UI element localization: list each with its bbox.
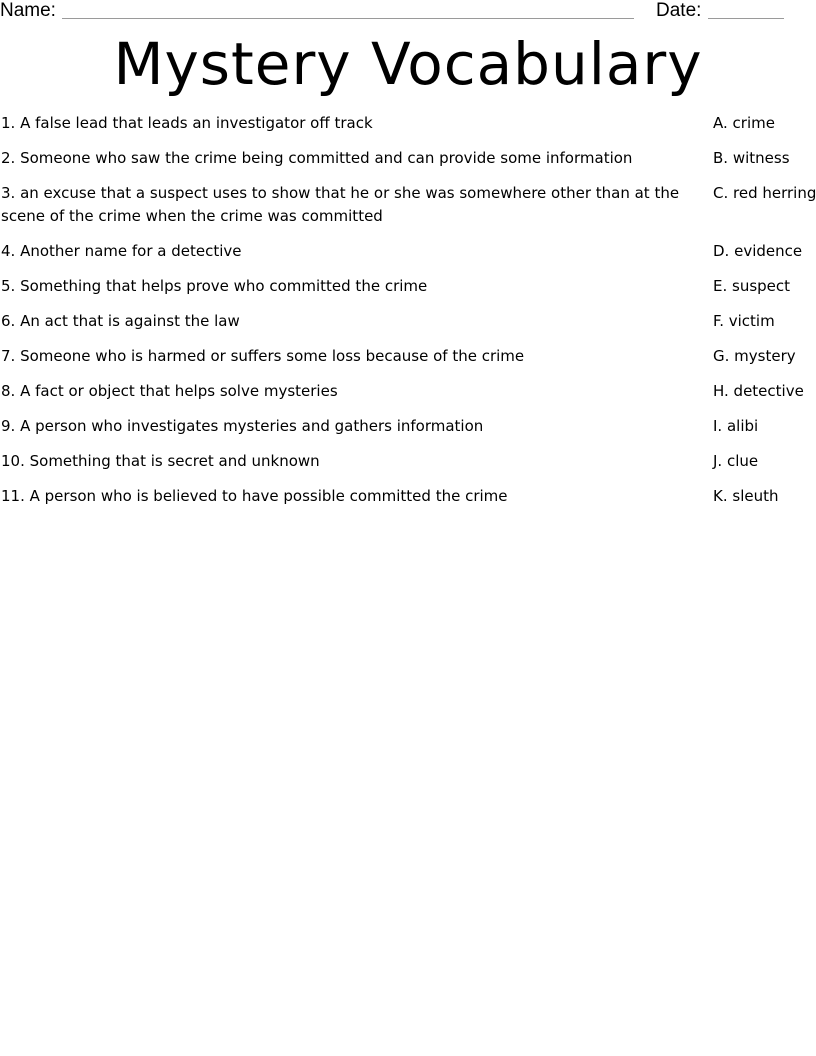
matching-row	[0, 240, 816, 275]
matching-row	[0, 450, 816, 485]
answer-option: H. detective	[713, 382, 804, 400]
matching-row	[0, 275, 816, 310]
answer-option: A. crime	[713, 114, 775, 132]
page-title: Mystery Vocabulary	[113, 30, 703, 98]
answer-option: C. red herring	[713, 184, 816, 202]
matching-row	[0, 182, 816, 240]
answer-option: I. alibi	[713, 417, 759, 435]
clue-text: 10. Something that is secret and unknown	[1, 452, 320, 470]
date-blank-line[interactable]	[708, 18, 784, 19]
date-label: Date:	[656, 0, 702, 21]
name-blank-line[interactable]	[62, 18, 634, 19]
clue-text: 9. A person who investigates mysteries and gathers information	[1, 417, 484, 435]
matching-list	[0, 112, 816, 520]
matching-row	[0, 310, 816, 345]
clue-text: 2. Someone who saw the crime being committed and can provide some information	[1, 149, 633, 167]
name-label: Name:	[0, 0, 56, 21]
answer-option: G. mystery	[713, 347, 796, 365]
clue-text: 11. A person who is believed to have possible committed the crime	[1, 487, 508, 505]
answer-option: J. clue	[713, 452, 759, 470]
matching-row	[0, 485, 816, 520]
matching-row	[0, 345, 816, 380]
worksheet-header	[0, 0, 816, 24]
matching-row	[0, 380, 816, 415]
answer-option: B. witness	[713, 149, 790, 167]
clue-text: 3. an excuse that a suspect uses to show that he or she was somewhere other than at the scene of the crime when the crime was committed	[1, 184, 680, 225]
matching-row	[0, 415, 816, 450]
clue-text: 7. Someone who is harmed or suffers some loss because of the crime	[1, 347, 525, 365]
clue-text: 5. Something that helps prove who committed the crime	[1, 277, 428, 295]
answer-option: E. suspect	[713, 277, 791, 295]
answer-option: K. sleuth	[713, 487, 779, 505]
answer-option: F. victim	[713, 312, 775, 330]
matching-row	[0, 112, 816, 147]
clue-text: 1. A false lead that leads an investigator off track	[1, 114, 373, 132]
matching-row	[0, 147, 816, 182]
clue-text: 4. Another name for a detective	[1, 242, 242, 260]
clue-text: 8. A fact or object that helps solve mysteries	[1, 382, 338, 400]
answer-option: D. evidence	[713, 242, 803, 260]
clue-text: 6. An act that is against the law	[1, 312, 240, 330]
